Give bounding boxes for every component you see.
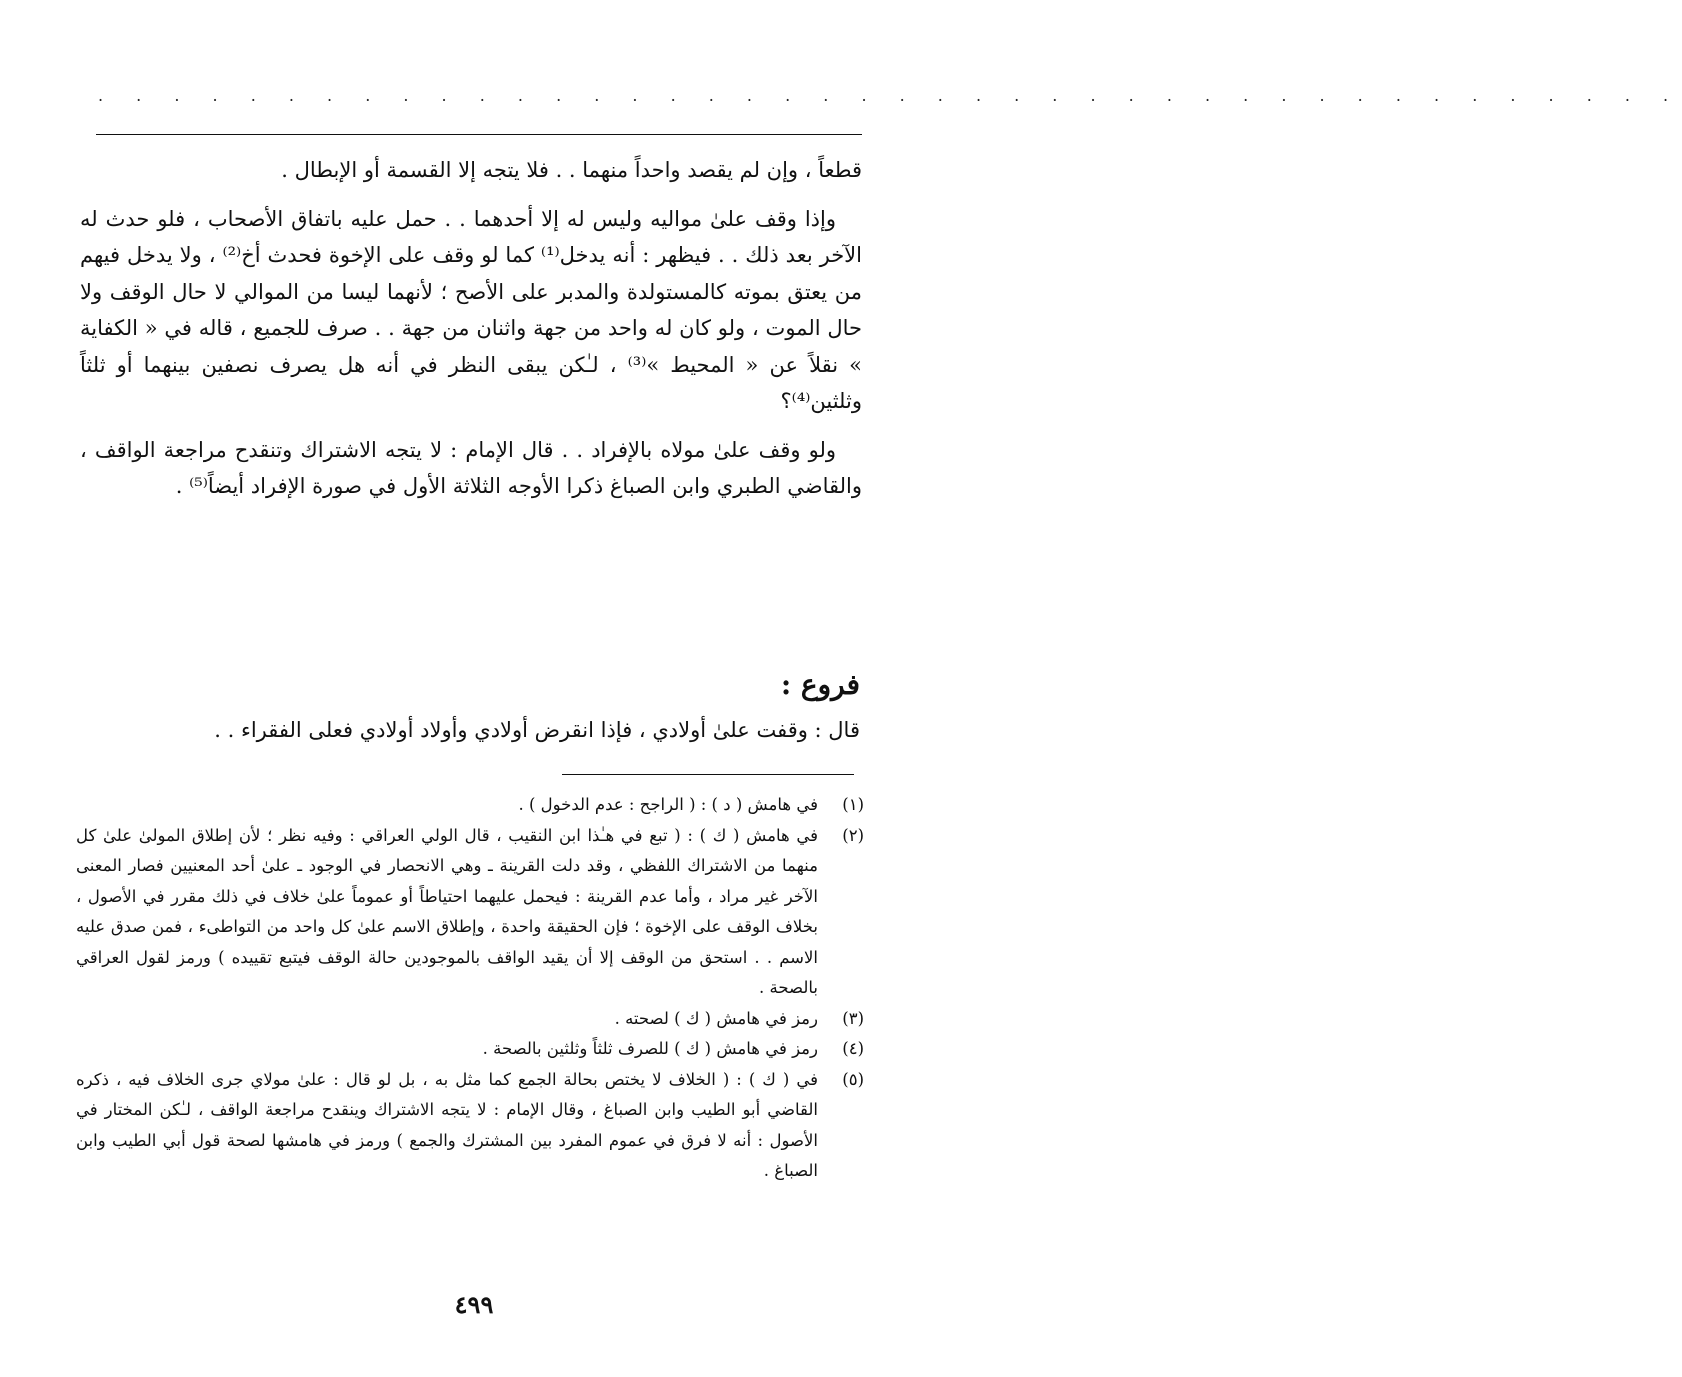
footnote-2 <box>76 821 864 1004</box>
footnote-number: (٣) <box>842 1008 864 1028</box>
footnote-4 <box>76 1034 864 1065</box>
footnote-number: (٥) <box>842 1069 864 1089</box>
footnotes <box>76 790 864 1187</box>
paragraph-2: وإذا وقف علىٰ مواليه وليس له إلا أحدهما . . حمل عليه باتفاق الأصحاب ، فلو حدث له الآخر بعد ذلك . . فيظهر : أنه يدخل⁽¹⁾ كما لو وقف على الإخوة فحدث أخ⁽²⁾ ، ولا يدخل فيهم من يعتق بموته كالمستولدة والمدبر على الأصح ؛ لأنهما ليسا من الموالي لا حال الوقف ولا حال الموت ، ولو كان له واحد من جهة واثنان من جهة . . صرف للجميع ، قاله في « الكفاية » نقلاً عن « المحيط »⁽³⁾ ، لـٰكن يبقى النظر في أنه هل يصرف نصفين بينهما أو ثلثاً وثلثين⁽⁴⁾؟ <box>80 206 862 413</box>
footnote-text: رمز في هامش ( ك ) لصحته . <box>614 1008 818 1028</box>
section-heading: فروع : <box>780 668 860 701</box>
footnote-text: في هامش ( د ) : ( الراجح : عدم الدخول ) . <box>518 795 818 814</box>
footnote-number: (٤) <box>842 1039 864 1058</box>
footnote-text: في ( ك ) : ( الخلاف لا يختص بحالة الجمع كما مثل به ، بل لو قال : علىٰ مولاي جرى الخلاف فيه ، ذكره القاضي أبو الطيب وابن الصباغ ، وقال الإمام : لا يتجه الاشتراك وينقدح مراجعة الواقف ، لـٰكن المختار في الأصول : أنه لا فرق في عموم المفرد بين المشترك والجمع ) ورمز في هامشها لصحة قول أبي الطيب وابن الصباغ . <box>76 1069 818 1180</box>
main-text <box>80 152 862 517</box>
footnote-text: في هامش ( ك ) : ( تبع في هـٰذا ابن النقيب ، قال الولي العراقي : وفيه نظر ؛ لأن إطلاق المولىٰ علىٰ كل منهما من الاشتراك اللفظي ، وقد دلت القرينة ـ وهي الانحصار في الوجود ـ علىٰ أحد المعنيين فصار المعنى الآخر غير مراد ، وأما عدم القرينة : فيحمل عليهما احتياطاً أو عموماً علىٰ خلاف في ذلك مقرر في الأصول ، بخلاف الوقف على الإخوة ؛ فإن الحقيقة واحدة ، وإطلاق الاسم علىٰ كل واحد من التواطىء ، فمن صدق عليه الاسم . . استحق من الوقف إلا أن يقيد الواقف بالموجودين حالة الوقف فيتبع تقييده ) ورمز لقول العراقي بالصحة . <box>76 825 818 997</box>
footnote-rule <box>562 774 854 775</box>
section-text: قال : وقفت علىٰ أولادي ، فإذا انقرض أولادي وأولاد أولادي فعلى الفقراء . . <box>214 718 860 742</box>
header-rule <box>96 134 862 135</box>
footnote-number: (١) <box>842 795 864 814</box>
footnote-number: (٢) <box>842 825 864 845</box>
footnote-text: رمز في هامش ( ك ) للصرف ثلثاً وثلثين بالصحة . <box>482 1039 818 1058</box>
footnote-3 <box>76 1004 864 1035</box>
paragraph-1: قطعاً ، وإن لم يقصد واحداً منهما . . فلا يتجه إلا القسمة أو الإبطال . <box>281 158 862 182</box>
footnote-1 <box>76 790 864 821</box>
header-dots: . . . . . . . . . . . . . . . . . . . . . . . . . . . . . . . . . . . . . . . . . . <box>98 86 1682 105</box>
footnote-5 <box>76 1065 864 1187</box>
paragraph-3: ولو وقف علىٰ مولاه بالإفراد . . قال الإمام : لا يتجه الاشتراك وتنقدح مراجعة الواقف ، والقاضي الطبري وابن الصباغ ذكرا الأوجه الثلاثة الأول في صورة الإفراد أيضاً⁽⁵⁾ . <box>80 437 862 498</box>
page-number: ٤٩٩ <box>454 1290 494 1319</box>
